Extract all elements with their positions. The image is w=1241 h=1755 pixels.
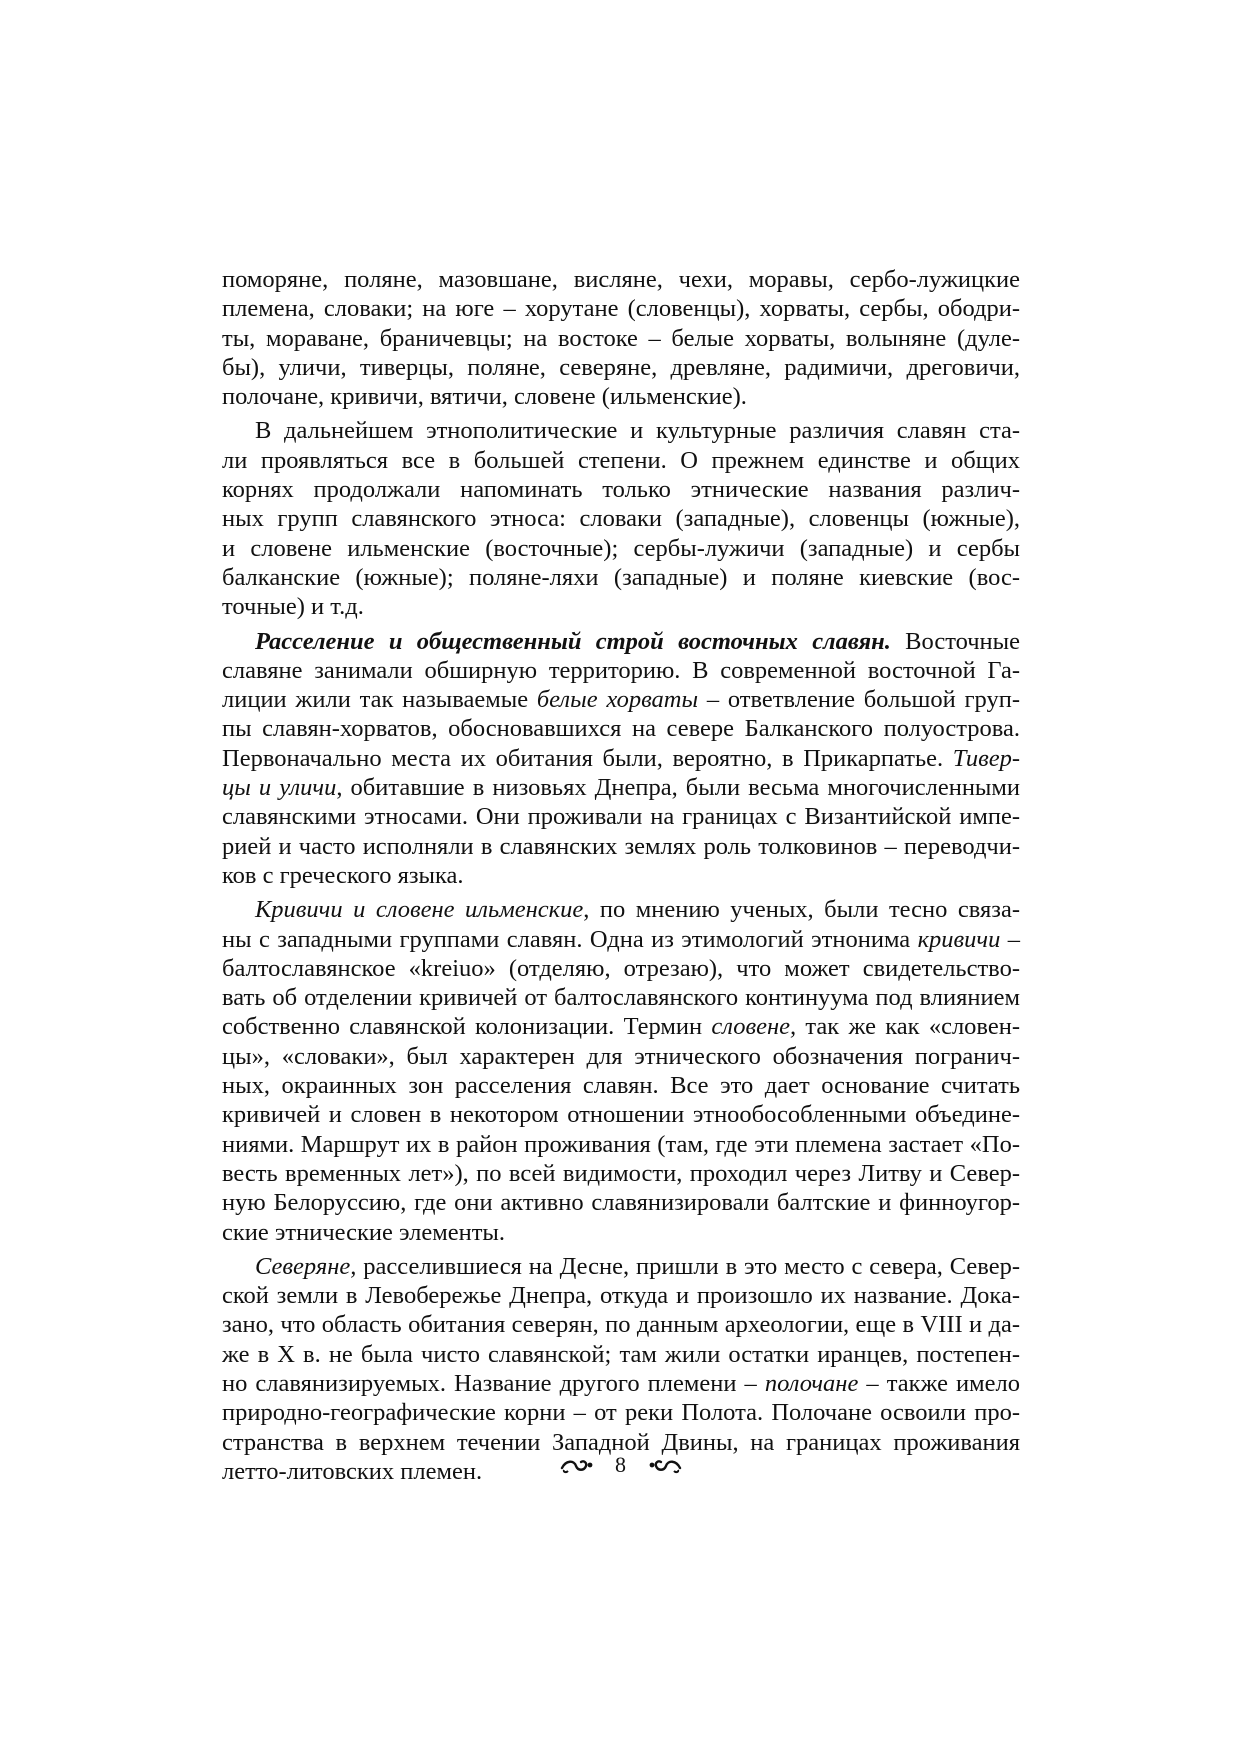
text-line xyxy=(222,895,1020,924)
italic-term: цы и уличи xyxy=(222,774,337,802)
text-run: Первоначально места их обитания были, вероятно, в Прикарпатье. xyxy=(222,744,953,772)
text-line xyxy=(222,534,1020,563)
section-heading: Расселение и общественный строй восточных славян. xyxy=(255,627,891,655)
text-run: балканские (южные); поляне-ляхи (западные) и поляне киевские (вос- xyxy=(222,563,1020,591)
text-run: , обитавшие в низовьях Днепра, были весьма многочисленными xyxy=(336,774,1021,802)
text-run: – xyxy=(1000,925,1020,953)
text-line xyxy=(222,832,1020,861)
text-run: странства в верхнем течении Западной Двины, на границах проживания xyxy=(222,1428,1020,1456)
italic-term: Кривичи и словене ильменские xyxy=(255,896,584,924)
text-run: – также имело xyxy=(858,1369,1020,1397)
text-run: ты, мораване, браничевцы; на востоке – белые хорваты, волыняне (дуле- xyxy=(222,324,1020,352)
text-line xyxy=(222,1100,1020,1129)
text-run: же в X в. не была чисто славянской; там жили остатки иранцев, постепен- xyxy=(222,1340,1020,1368)
paragraph xyxy=(222,416,1020,621)
text-line xyxy=(222,773,1020,802)
text-line xyxy=(222,1071,1020,1100)
text-run: бы), уличи, тиверцы, поляне, северяне, древляне, радимичи, дреговичи, xyxy=(222,353,1020,381)
text-line xyxy=(222,744,1020,773)
text-run: но славянизируемых. Название другого племени – xyxy=(222,1369,765,1397)
italic-term: полочане xyxy=(764,1369,859,1397)
text-line xyxy=(222,714,1020,743)
text-line xyxy=(222,656,1020,685)
text-run: ков с греческого языка. xyxy=(222,861,464,889)
text-line xyxy=(222,802,1020,831)
text-run: весть временных лет»), по всей видимости, проходил через Литву и Север- xyxy=(222,1159,1020,1187)
text-line xyxy=(222,353,1020,382)
text-run: поморяне, поляне, мазовшане, висляне, чехи, моравы, сербо-лужицкие xyxy=(222,266,1020,293)
text-run: полочане, кривичи, вятичи, словене (ильменские). xyxy=(222,383,747,411)
ornament-left-icon xyxy=(560,1456,594,1474)
italic-term: кривичи xyxy=(917,925,1001,953)
text-run: собственно славянской колонизации. Термин xyxy=(222,1013,712,1041)
text-line xyxy=(222,294,1020,323)
text-run: расселившиеся на Десне, пришли в это место с севера, Север- xyxy=(356,1252,1020,1280)
text-line xyxy=(222,1130,1020,1159)
text-run: славянскими этносами. Они проживали на границах с Византийской импе- xyxy=(222,803,1020,831)
text-run: вать об отделении кривичей от балтославянского континуума под влиянием xyxy=(222,984,1020,1012)
text-line xyxy=(222,592,1020,621)
text-line xyxy=(222,685,1020,714)
text-run: В дальнейшем этнополитические и культурные различия славян ста- xyxy=(255,417,1020,445)
text-line xyxy=(222,1310,1020,1339)
text-line xyxy=(222,1398,1020,1427)
text-run: племена, словаки; на юге – хорутане (словенцы), хорваты, сербы, ободри- xyxy=(222,295,1020,323)
text-run: пы славян-хорватов, обосновавшихся на севере Балканского полуострова. xyxy=(222,715,1020,743)
text-run: ны с западными группами славян. Одна из этимологий этнонима xyxy=(222,925,918,953)
text-line xyxy=(222,416,1020,445)
text-line xyxy=(222,265,1020,294)
italic-term: белые хорваты xyxy=(536,686,699,714)
text-run: ниями. Маршрут их в район проживания (там, где эти племена застает «По- xyxy=(222,1130,1020,1158)
text-run: ской земли в Левобережье Днепра, откуда и произошло их название. Дока- xyxy=(222,1282,1020,1310)
text-line xyxy=(222,1218,1020,1247)
text-run: и словене ильменские (восточные); сербы-лужичи (западные) и сербы xyxy=(222,534,1020,562)
text-line xyxy=(222,324,1020,353)
text-line xyxy=(222,504,1020,533)
text-line xyxy=(222,627,1020,656)
text-line xyxy=(222,475,1020,504)
text-run: кривичей и словен в некотором отношении этнообособленными объедине- xyxy=(222,1101,1020,1129)
text-line xyxy=(222,382,1020,411)
text-run: цы», «словаки», был характерен для этнического обозначения погранич- xyxy=(222,1042,1020,1070)
paragraph xyxy=(222,627,1020,891)
paragraph xyxy=(222,265,1020,411)
text-run: точные) и т.д. xyxy=(222,593,364,621)
text-run: славяне занимали обширную территорию. В современной восточной Га- xyxy=(222,656,1020,684)
text-line xyxy=(222,861,1020,890)
text-line xyxy=(222,954,1020,983)
italic-term: Северяне, xyxy=(255,1252,357,1280)
text-run: ных групп славянского этноса: словаки (западные), словенцы (южные), xyxy=(222,505,1020,533)
text-line xyxy=(222,925,1020,954)
text-line xyxy=(222,1252,1020,1281)
text-line xyxy=(222,1281,1020,1310)
text-line xyxy=(222,446,1020,475)
page-footer xyxy=(0,1448,1241,1478)
text-line xyxy=(222,1042,1020,1071)
text-line xyxy=(222,563,1020,592)
text-line xyxy=(222,1188,1020,1217)
text-run: лиции жили так называемые xyxy=(222,686,537,714)
text-run: природно-географические корни – от реки Полота. Полочане освоили про- xyxy=(222,1399,1020,1427)
text-line xyxy=(222,983,1020,1012)
paragraph xyxy=(222,895,1020,1247)
italic-term: словене, xyxy=(711,1013,797,1041)
text-run: ную Белоруссию, где они активно славянизировали балтские и финноугор- xyxy=(222,1189,1020,1217)
text-line xyxy=(222,1159,1020,1188)
text-run: , по мнению ученых, были тесно связа- xyxy=(583,896,1020,924)
text-run: рией и часто исполняли в славянских землях роль толковинов – переводчи- xyxy=(222,832,1020,860)
text-run: так же как «словен- xyxy=(796,1013,1020,1041)
body-text xyxy=(222,265,1020,1486)
text-run: балтославянское «kreiuo» (отделяю, отрезаю), что может свидетельство- xyxy=(222,954,1020,982)
text-run: – ответвление большой груп- xyxy=(698,686,1020,714)
text-run: ские этнические элементы. xyxy=(222,1218,505,1246)
text-run: ли проявляться все в большей степени. О прежнем единстве и общих xyxy=(222,446,1020,474)
text-line xyxy=(222,1340,1020,1369)
text-run: Восточные xyxy=(890,627,1020,655)
italic-term: Тивер- xyxy=(952,744,1020,772)
text-run: корнях продолжали напоминать только этнические названия различ- xyxy=(222,476,1020,504)
ornament-right-icon xyxy=(648,1456,682,1474)
text-line xyxy=(222,1012,1020,1041)
page-number: 8 xyxy=(615,1451,626,1477)
text-line xyxy=(222,1369,1020,1398)
text-run: зано, что область обитания северян, по данным археологии, еще в VIII и да- xyxy=(222,1311,1020,1339)
text-run: ных, окраинных зон расселения славян. Все это дает основание считать xyxy=(222,1072,1020,1100)
text-run: летто-литовских племен. xyxy=(222,1457,483,1485)
